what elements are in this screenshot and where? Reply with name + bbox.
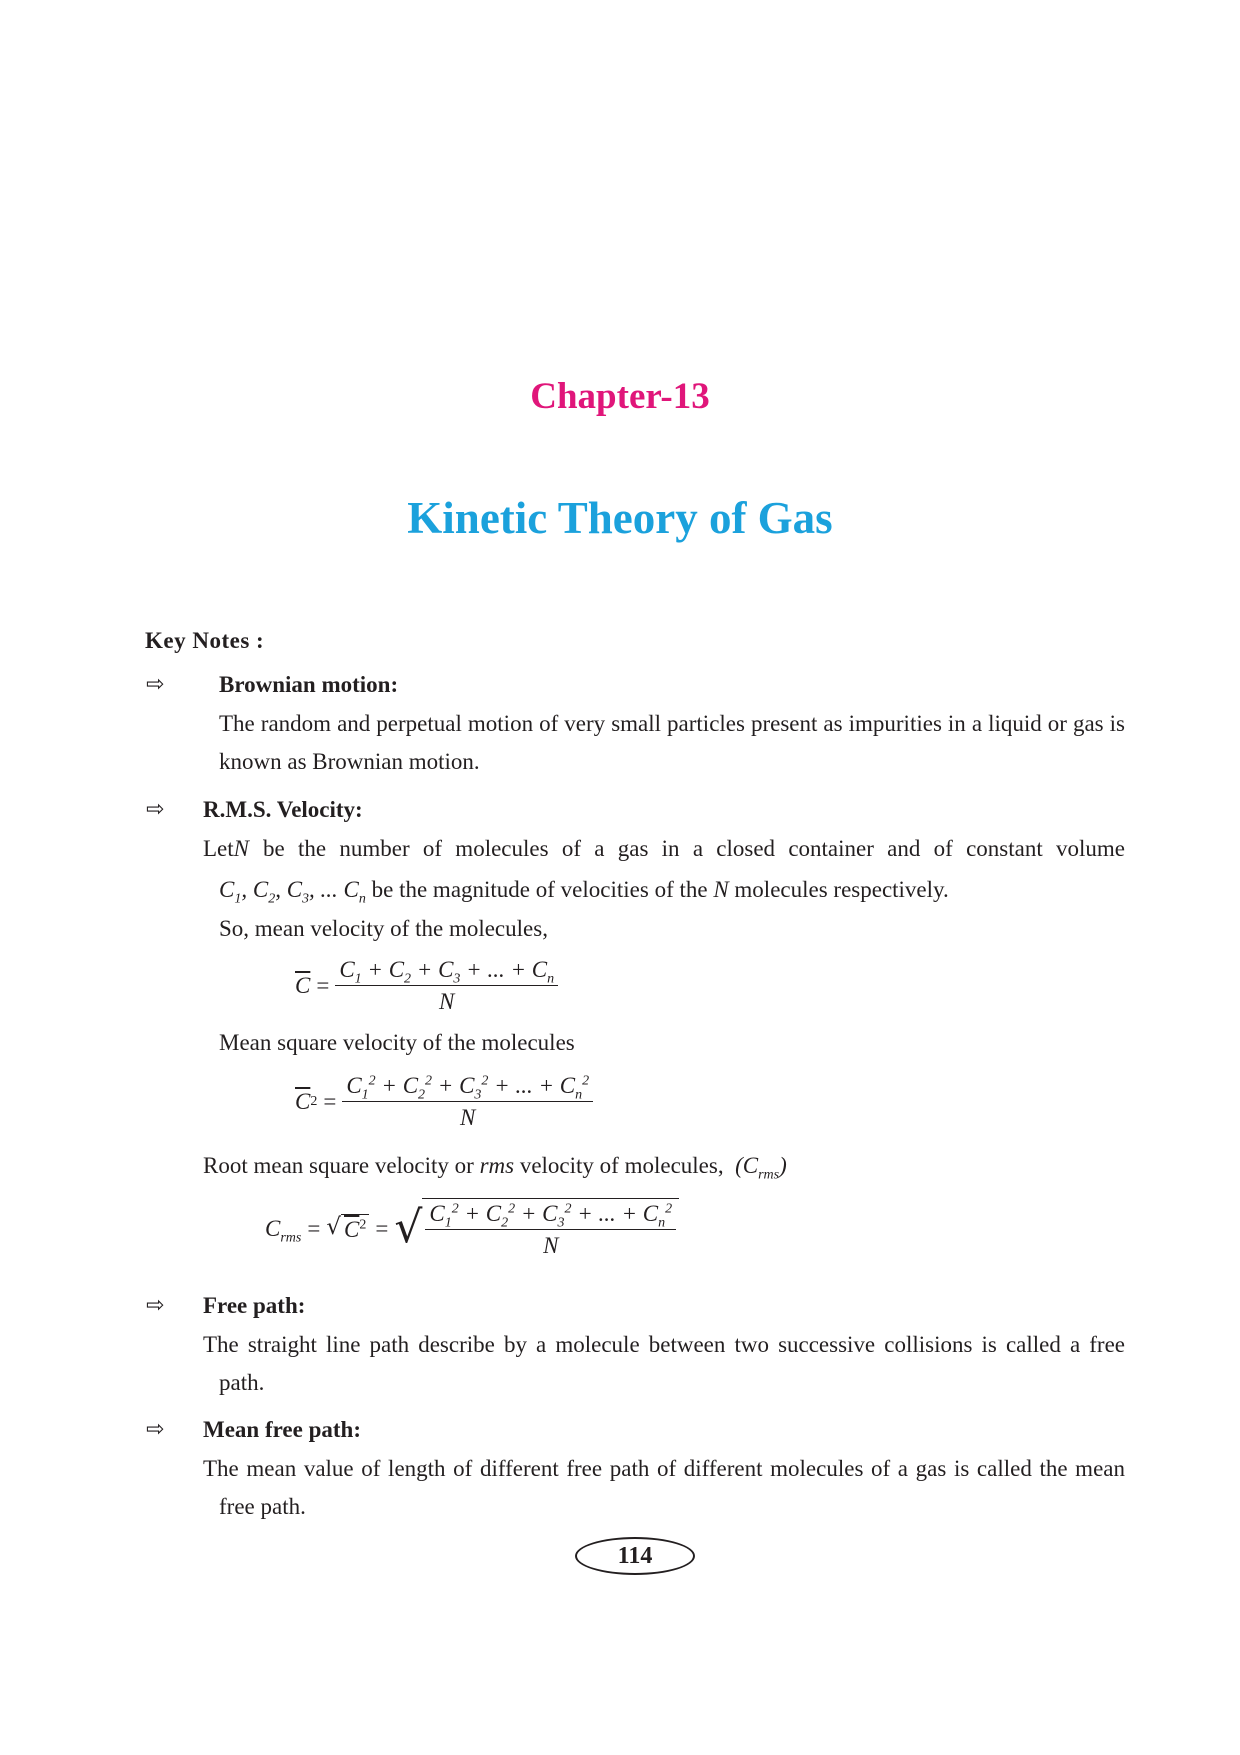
sqrt-mean-square: √ $C^2$ [326, 1214, 369, 1243]
mean-free-path-line-2: free path. [219, 1494, 306, 1519]
mean-velocity-fraction: $\frac{C_1 + C_2 + C_3 + ... + C_n}{N}$ [335, 957, 558, 1015]
crms-symbol: $(C_{rms})$ [729, 1153, 787, 1183]
rms-line-5-var: rms [479, 1153, 515, 1178]
rms-line-1 [203, 830, 1125, 867]
velocity-list: $C_1$, $C_2$, $C_3$, ... $C_n$ [219, 877, 366, 907]
mean-square-velocity-equation: $\overline{C}$ 2 = $\frac{C_1^2 + C_2^2 + C_3^2 + ... + C_n^2}{N}$ [295, 1073, 593, 1131]
rms-line-2-b: be the magnitude of velocities of the [371, 877, 708, 902]
free-path-line-2: path. [219, 1370, 265, 1395]
rms-line-3: So, mean velocity of the molecules, [219, 916, 548, 941]
page-number: 114 [575, 1537, 695, 1575]
arrow-bullet-icon: ⇨ [146, 1293, 165, 1318]
mean-square-fraction: $\frac{C_1^2 + C_2^2 + C_3^2 + ... + C_n^2}{N}$ [342, 1073, 593, 1131]
mean-free-path-heading: Mean free path: [203, 1417, 361, 1442]
rms-line-1-a: Let [203, 836, 234, 861]
chapter-title: Kinetic Theory of Gas [407, 493, 833, 543]
rms-line-4: Mean square velocity of the molecules [219, 1030, 575, 1055]
free-path-line-1: The straight line path describe by a molecule between two successive collisions is called a free [203, 1332, 1125, 1357]
rms-line-2 [219, 871, 949, 908]
chapter-label: Chapter-13 [530, 376, 710, 417]
arrow-bullet-icon: ⇨ [146, 672, 165, 697]
rms-velocity-equation: $C_{rms}$ = √ $C^2$ = √ $\frac{C_1^2 + C_2^2 + C_3^2 + ... + C_n^2}{N}$ [265, 1198, 679, 1259]
key-notes-label: Key Notes : [145, 628, 265, 653]
arrow-bullet-icon: ⇨ [146, 797, 165, 822]
arrow-bullet-icon: ⇨ [146, 1417, 165, 1442]
rms-line-5 [203, 1147, 787, 1184]
mean-free-path-line-1: The mean value of length of different free path of different molecules of a gas is called the mean [203, 1456, 1125, 1481]
rms-line-5-b: velocity of molecules, [519, 1153, 724, 1178]
brownian-line-1: The random and perpetual motion of very small particles present as impurities in a liquid or gas is [219, 711, 1125, 736]
rms-line-5-a: Root mean square velocity or [203, 1153, 474, 1178]
rms-line-2-var: N [713, 877, 729, 902]
brownian-line-2: known as Brownian motion. [219, 749, 480, 774]
rms-line-1-b: be the number of molecules of a gas in a closed container and of constant volume [263, 836, 1125, 861]
free-path-heading: Free path: [203, 1293, 306, 1318]
brownian-heading: Brownian motion: [219, 672, 399, 697]
sqrt-fraction: √ $\frac{C_1^2 + C_2^2 + C_3^2 + ... + C_n^2}{N}$ [394, 1198, 679, 1259]
rms-heading: R.M.S. Velocity: [203, 797, 363, 822]
rms-line-2-c: molecules respectively. [734, 877, 949, 902]
mean-velocity-equation: $\overline{C}$ = $\frac{C_1 + C_2 + C_3 + ... + C_n}{N}$ [295, 957, 558, 1015]
rms-var-n: N [233, 836, 249, 861]
